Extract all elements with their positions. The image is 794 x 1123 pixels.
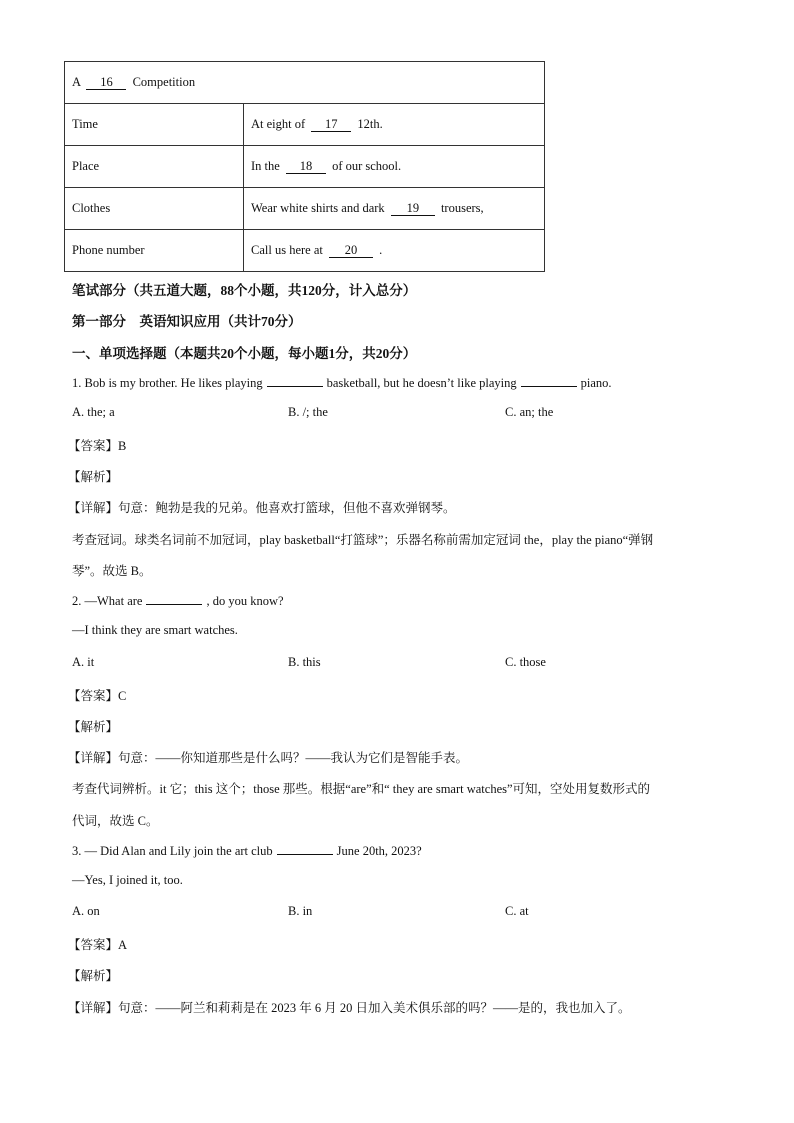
q1-option-b: B. /; the [288, 405, 328, 419]
q1-stem-a: 1. Bob is my brother. He likes playing [72, 376, 263, 390]
q1-blank-1 [267, 374, 323, 387]
heading-part1: 第一部分 英语知识应用（共计70分） [72, 314, 302, 329]
q2-blank [146, 592, 202, 605]
q3-reply: —Yes, I joined it, too. [72, 873, 183, 887]
row-text-post: 12th. [357, 117, 383, 131]
blank-17: 17 [311, 118, 351, 132]
q2-stem-b: , do you know? [206, 594, 284, 608]
q3-option-b: B. in [288, 904, 313, 918]
table-row [65, 188, 545, 230]
q1-explain-1: 考查冠词。球类名词前不加冠词，play basketball“打篮球”；乐器名称前需加定冠词 the，play the piano“弹钢 [72, 533, 654, 547]
table-row [65, 146, 545, 188]
q2-option-b: B. this [288, 655, 321, 669]
q2-explain-2: 代词，故选 C。 [72, 814, 159, 828]
q3-stem [72, 842, 422, 859]
heading-section1: 一、单项选择题（本题共20个小题，每小题1分，共20分） [72, 346, 417, 361]
q2-detail: 【详解】句意：——你知道那些是什么吗？——我认为它们是智能手表。 [68, 751, 469, 765]
q1-stem-b: basketball, but he doesn’t like playing [326, 376, 517, 390]
q1-explain-2: 琴”。故选 B。 [72, 564, 152, 578]
q2-answer: 【答案】C [68, 689, 127, 703]
q2-stem-a: 2. —What are [72, 594, 143, 608]
q1-stem [72, 374, 612, 391]
row-value [244, 146, 545, 188]
q3-stem-b: June 20th, 2023? [336, 844, 422, 858]
row-label: Time [65, 104, 244, 146]
q1-blank-2 [521, 374, 577, 387]
q1-answer: 【答案】B [68, 439, 127, 453]
q2-reply: —I think they are smart watches. [72, 623, 238, 637]
row-value [244, 104, 545, 146]
q3-stem-a: 3. — Did Alan and Lily join the art club [72, 844, 273, 858]
q3-option-c: C. at [505, 904, 529, 918]
row-value [244, 230, 545, 272]
title-suffix: Competition [132, 75, 196, 89]
row-text-pre: At eight of [251, 117, 306, 131]
row-label: Clothes [65, 188, 244, 230]
row-text-post: trousers, [440, 201, 484, 215]
q3-blank [277, 842, 333, 855]
title-prefix: A [72, 75, 81, 89]
q3-answer: 【答案】A [68, 938, 128, 952]
q2-analysis: 【解析】 [68, 720, 119, 734]
competition-table [64, 61, 545, 272]
row-text-pre: Call us here at [251, 243, 323, 257]
q3-analysis: 【解析】 [68, 969, 119, 983]
row-value [244, 188, 545, 230]
q3-option-a: A. on [72, 904, 100, 918]
q2-option-a: A. it [72, 655, 95, 669]
table-title-cell [65, 62, 545, 104]
table-title-row [65, 62, 545, 104]
row-text-post: . [379, 243, 383, 257]
row-text-pre: Wear white shirts and dark [251, 201, 385, 215]
row-text-post: of our school. [332, 159, 402, 173]
row-text-pre: In the [251, 159, 280, 173]
q1-option-a: A. the; a [72, 405, 115, 419]
q1-analysis: 【解析】 [68, 470, 119, 484]
table-row [65, 230, 545, 272]
q2-option-c: C. those [505, 655, 546, 669]
q3-detail: 【详解】句意：——阿兰和莉莉是在 2023 年 6 月 20 日加入美术俱乐部的吗？——是的，我也加入了。 [68, 1001, 631, 1015]
q1-option-c: C. an; the [505, 405, 554, 419]
blank-20: 20 [329, 244, 373, 258]
blank-16: 16 [86, 76, 126, 90]
q2-explain-1: 考查代词辨析。it 它；this 这个；those 那些。根据“are”和“ they are smart watches”可知，空处用复数形式的 [72, 782, 651, 796]
q2-stem [72, 592, 284, 609]
q1-detail: 【详解】句意：鲍勃是我的兄弟。他喜欢打篮球，但他不喜欢弹钢琴。 [68, 501, 456, 515]
row-label: Place [65, 146, 244, 188]
blank-19: 19 [391, 202, 435, 216]
blank-18: 18 [286, 160, 326, 174]
q1-stem-c: piano. [580, 376, 612, 390]
heading-written: 笔试部分（共五道大题，88个小题，共120分，计入总分） [72, 283, 417, 298]
table-row [65, 104, 545, 146]
row-label: Phone number [65, 230, 244, 272]
